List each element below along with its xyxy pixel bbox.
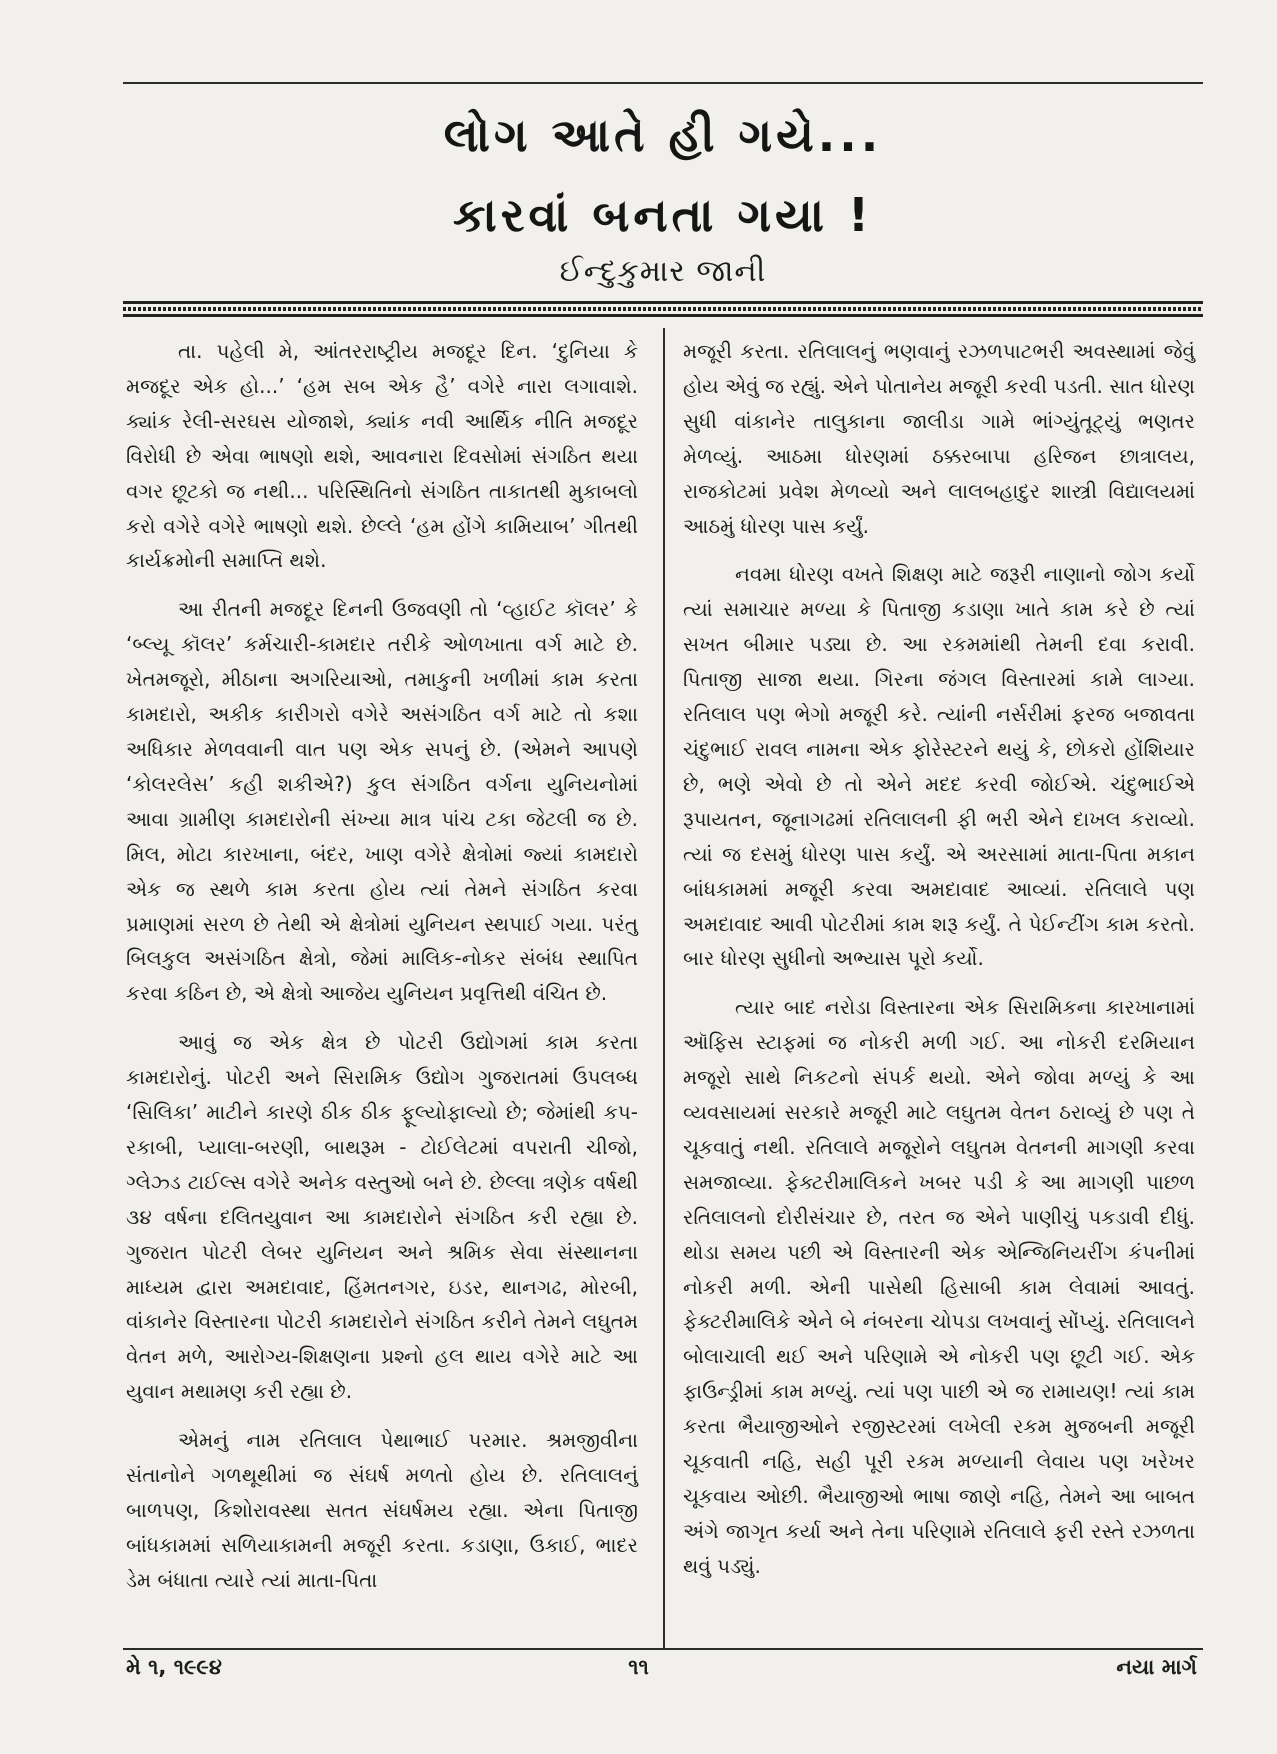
paragraph: નવમા ધોરણ વખતે શિક્ષણ માટે જરૂરી નાણાનો જોગ કર્યો ત્યાં સમાચાર મળ્યા કે પિતાજી કડાણા ખાતે કામ કરે છે ત્યાં સખત બીમાર પડ્યા છે. આ રકમમાંથી તેમની દવા કરાવી. પિતાજી સાજા થયા. ગિરના જંગલ વિસ્તારમાં કામે લાગ્યા. રતિલાલ પણ ભેગો મજૂરી કરે. ત્યાંની નર્સરીમાં ફરજ બજાવતા ચંદુભાઈ રાવલ નામના એક ફોરેસ્ટરને થયું કે, છોકરો હોંશિયાર છે, ભણે એવો છે તો એને મદદ કરવી જોઈએ. ચંદુભાઈએ રૂપાયતન, જૂનાગઢમાં રતિલાલની ફી ભરી એને દાખલ કરાવ્યો. ત્યાં જ દસમું ધોરણ પાસ કર્યું. એ અરસામાં માતા-પિતા મકાન બાંધકામમાં મજૂરી કરવા અમદાવાદ આવ્યાં. રતિલાલે પણ અમદાવાદ આવી પોટરીમાં કામ શરૂ કર્યું. તે પેઈન્ટીંગ કામ કરતો. બાર ધોરણ સુધીનો અભ્યાસ પૂરો કર્યો.	[683, 562, 1195, 971]
left-column	[126, 334, 638, 1612]
issue-date: મે ૧, ૧૯૯૪	[126, 1655, 222, 1679]
title-line-1: લોગ આતે હી ગયે...	[443, 108, 883, 162]
paragraph: તા. પહેલી મે, આંતરરાષ્ટ્રીય મજદૂર દિન. ‘દુનિયા કે મજદૂર એક હો...’ ‘હમ સબ એક હૈ’ વગેરે નારા લગાવાશે. ક્યાંક રેલી-સરઘસ યોજાશે, ક્યાંક નવી આર્થિક નીતિ મજદૂર વિરોધી છે એવા ભાષણો થશે, આવનારા દિવસોમાં સંગઠિત થયા વગર છૂટકો જ નથી... પરિસ્થિતિનો સંગઠિત તાકાતથી મુકાબલો કરો વગેરે વગેરે ભાષણો થશે. છેલ્લે ‘હમ હોંગે કામિયાબ’ ગીતથી કાર્યક્રમોની સમાપ્તિ થશે.	[126, 339, 638, 573]
paragraph: એમનું નામ રતિલાલ પેથાભાઈ પરમાર. શ્રમજીવીના સંતાનોને ગળથૂથીમાં જ સંઘર્ષ મળતો હોય છે. રતિલાલનું બાળપણ, કિશોરાવસ્થા સતત સંઘર્ષમય રહ્યા. એના પિતાજી બાંધકામમાં સળિયાકામની મજૂરી કરતા. કડાણા, ઉકાઈ, ભાદર ડેમ બંધાતા ત્યારે ત્યાં માતા-પિતા	[126, 1428, 638, 1592]
magazine-name: નયા માર્ગ	[1116, 1655, 1197, 1679]
paragraph: આ રીતની મજદૂર દિનની ઉજવણી તો ‘વ્હાઈટ કૉલર’ કે ‘બ્લ્યૂ કૉલર’ કર્મચારી-કામદાર તરીકે ઓળખાતા વર્ગ માટે છે. ખેતમજૂરો, મીઠાના અગરિયાઓ, તમાકુની ખળીમાં કામ કરતા કામદારો, અકીક કારીગરો વગેરે અસંગઠિત વર્ગ માટે તો કશા અધિકાર મેળવવાની વાત પણ એક સપનું છે. (એમને આપણે ‘કોલરલેસ’ કહી શકીએ?) કુલ સંગઠિત વર્ગના યુનિયનોમાં આવા ગ્રામીણ કામદારોની સંખ્યા માત્ર પાંચ ટકા જેટલી જ છે. મિલ, મોટા કારખાના, બંદર, ખાણ વગેરે ક્ષેત્રોમાં જ્યાં કામદારો એક જ સ્થળે કામ કરતા હોય ત્યાં તેમને સંગઠિત કરવા પ્રમાણમાં સરળ છે તેથી એ ક્ષેત્રોમાં યુનિયન સ્થપાઈ ગયા. પરંતુ બિલકુલ અસંગઠિત ક્ષેત્રો, જેમાં માલિક-નોકર સંબંધ સ્થાપિત કરવા કઠિન છે, એ ક્ષેત્રો આજેય યુનિયન પ્રવૃત્તિથી વંચિત છે.	[126, 597, 638, 1006]
column-divider	[663, 328, 665, 1648]
page-number: ૧૧	[628, 1655, 649, 1679]
right-column	[683, 334, 1195, 1598]
top-rule	[123, 82, 1203, 84]
author-byline: ઈન્દુકુમાર જાની	[559, 254, 767, 289]
paragraph: મજૂરી કરતા. રતિલાલનું ભણવાનું રઝળપાટભરી અવસ્થામાં જેવું હોય એવું જ રહ્યું. એને પોતાનેય મજૂરી કરવી પડતી. સાત ધોરણ સુધી વાંકાનેર તાલુકાના જાલીડા ગામે ભાંગ્યુંતૂટ્યું ભણતર મેળવ્યું. આઠમા ધોરણમાં ઠક્કરબાપા હરિજન છાત્રાલય, રાજકોટમાં પ્રવેશ મેળવ્યો અને લાલબહાદુર શાસ્ત્રી વિદ્યાલયમાં આઠમું ધોરણ પાસ કર્યું.	[683, 339, 1195, 538]
paragraph: ત્યાર બાદ નરોડા વિસ્તારના એક સિરામિકના કારખાનામાં ઑફિસ સ્ટાફમાં જ નોકરી મળી ગઈ. આ નોકરી દરમિયાન મજૂરો સાથે નિકટનો સંપર્ક થયો. એને જોવા મળ્યું કે આ વ્યવસાયમાં સરકારે મજૂરી માટે લઘુતમ વેતન ઠરાવ્યું છે પણ તે ચૂકવાતું નથી. રતિલાલે મજૂરોને લઘુતમ વેતનની માગણી કરવા સમજાવ્યા. ફેક્ટરીમાલિકને ખબર પડી કે આ માગણી પાછળ રતિલાલનો દોરીસંચાર છે, તરત જ એને પાણીચું પકડાવી દીધું. થોડા સમય પછી એ વિસ્તારની એક એન્જિનિયરીંગ કંપનીમાં નોકરી મળી. એની પાસેથી હિસાબી કામ લેવામાં આવતું. ફેક્ટરીમાલિકે એને બે નંબરના ચોપડા લખવાનું સોંપ્યું. રતિલાલને બોલાચાલી થઈ અને પરિણામે એ નોકરી પણ છૂટી ગઈ. એક ફાઉન્ડ્રીમાં કામ મળ્યું. ત્યાં પણ પાછી એ જ રામાયણ! ત્યાં કામ કરતા ભૈયાજીઓને રજીસ્ટરમાં લખેલી રકમ મુજબની મજૂરી ચૂકવાતી નહિ, સહી પૂરી રકમ મળ્યાની લેવાય પણ ખરેખર ચૂકવાય ઓછી. ભૈયાજીઓ ભાષા જાણે નહિ, તેમને આ બાબત અંગે જાગૃત કર્યા અને તેના પરિણામે રતિલાલે ફરી રસ્તે રઝળતા થવું પડ્યું.	[683, 995, 1195, 1578]
footer-rule	[123, 1648, 1203, 1650]
paragraph: આવું જ એક ક્ષેત્ર છે પોટરી ઉદ્યોગમાં કામ કરતા કામદારોનું. પોટરી અને સિરામિક ઉદ્યોગ ગુજરાતમાં ઉપલબ્ધ ‘સિલિકા’ માટીને કારણે ઠીક ઠીક ફૂલ્યોફાલ્યો છે; જેમાંથી કપ-રકાબી, પ્યાલા-બરણી, બાથરૂમ - ટોઈલેટમાં વપરાતી ચીજો, ગ્લેઝ્ડ ટાઈલ્સ વગેરે અનેક વસ્તુઓ બને છે. છેલ્લા ત્રણેક વર્ષથી ૩૪ વર્ષના દલિતયુવાન આ કામદારોને સંગઠિત કરી રહ્યા છે. ગુજરાત પોટરી લેબર યુનિયન અને શ્રમિક સેવા સંસ્થાનના માધ્યમ દ્વારા અમદાવાદ, હિંમતનગર, ઇડર, થાનગઢ, મોરબી, વાંકાનેર વિસ્તારના પોટરી કામદારોને સંગઠિત કરીને તેમને લઘુતમ વેતન મળે, આરોગ્ય-શિક્ષણના પ્રશ્નો હલ થાય વગેરે માટે આ યુવાન મથામણ કરી રહ્યા છે.	[126, 1030, 638, 1404]
title-line-2: કારવાં બનતા ગયા !	[453, 188, 873, 242]
header-divider-band	[123, 298, 1203, 320]
